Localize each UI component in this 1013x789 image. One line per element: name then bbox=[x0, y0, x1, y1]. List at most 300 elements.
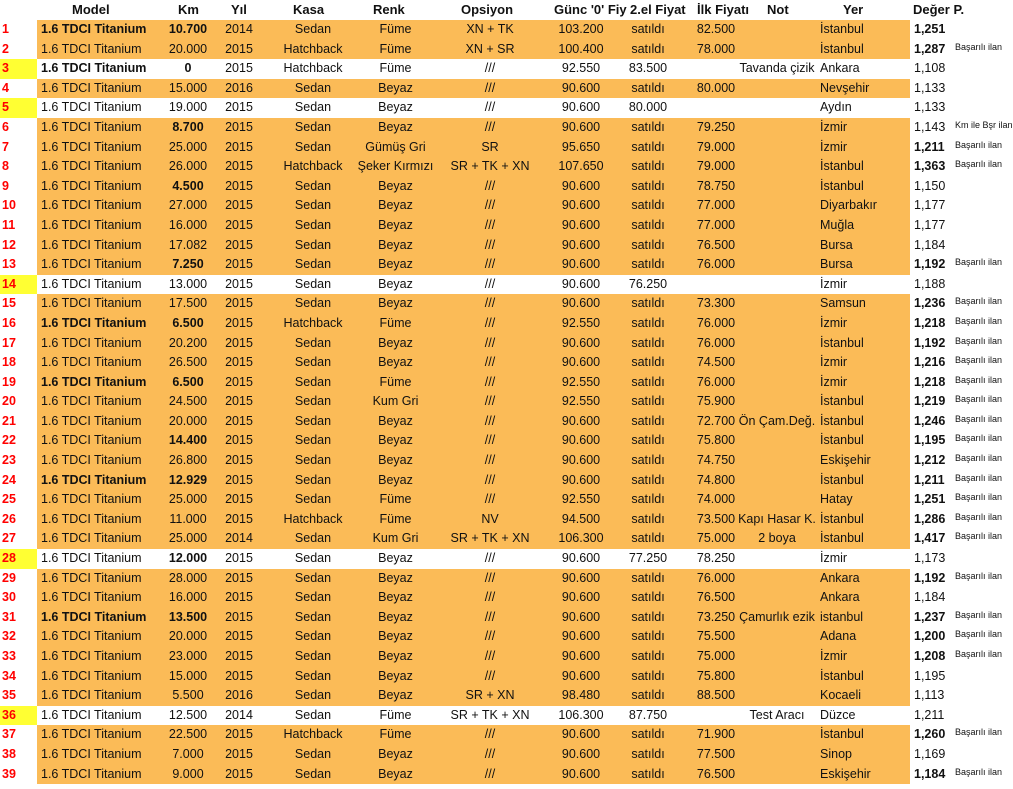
cell-used-price: satıldı bbox=[631, 570, 665, 585]
cell-year: 2015 bbox=[225, 511, 253, 526]
cell-first-price: 76.000 bbox=[696, 257, 736, 272]
row-number: 36 bbox=[2, 707, 16, 722]
cell-location: Eskişehir bbox=[820, 453, 871, 468]
cell-used-price: satıldı bbox=[631, 413, 665, 428]
cell-color: Beyaz bbox=[378, 119, 413, 134]
cell-first-price: 71.900 bbox=[696, 727, 736, 742]
cell-new-price: 90.600 bbox=[561, 413, 601, 428]
row-number: 8 bbox=[2, 159, 9, 174]
cell-used-price: satıldı bbox=[631, 668, 665, 683]
cell-new-price: 106.300 bbox=[558, 707, 604, 722]
header-note: Not bbox=[767, 2, 789, 17]
cell-new-price: 107.650 bbox=[558, 159, 604, 174]
cell-used-price: 76.250 bbox=[628, 276, 668, 291]
table-row bbox=[0, 745, 1004, 765]
cell-year: 2015 bbox=[225, 374, 253, 389]
cell-value: 1,218 bbox=[914, 374, 946, 389]
cell-options: /// bbox=[484, 315, 496, 330]
cell-model: 1.6 TDCI Titanium bbox=[41, 237, 142, 252]
row-number: 32 bbox=[2, 629, 16, 644]
cell-year: 2016 bbox=[225, 688, 253, 703]
row-number: 16 bbox=[2, 315, 16, 330]
cell-model: 1.6 TDCI Titanium bbox=[41, 570, 142, 585]
row-number: 4 bbox=[2, 80, 9, 95]
table-row bbox=[0, 725, 1004, 745]
cell-location: İstanbul bbox=[820, 531, 864, 546]
cell-km: 17.500 bbox=[168, 296, 208, 311]
cell-body: Hatchback bbox=[283, 159, 343, 174]
cell-body: Sedan bbox=[294, 80, 332, 95]
cell-year: 2015 bbox=[225, 551, 253, 566]
cell-used-price: satıldı bbox=[631, 237, 665, 252]
cell-value: 1,260 bbox=[914, 727, 946, 742]
cell-location: Adana bbox=[820, 629, 857, 644]
cell-km: 7.250 bbox=[172, 257, 204, 272]
cell-year: 2015 bbox=[225, 178, 253, 193]
cell-year: 2015 bbox=[225, 472, 253, 487]
row-number: 9 bbox=[2, 178, 9, 193]
cell-body: Hatchback bbox=[283, 511, 343, 526]
header-used-price: 2.el Fiyat bbox=[630, 2, 686, 17]
cell-model: 1.6 TDCI Titanium bbox=[41, 198, 142, 213]
cell-options: XN + TK bbox=[466, 22, 514, 36]
cell-used-price: satıldı bbox=[631, 355, 665, 370]
cell-options: SR + TK + XN bbox=[450, 707, 530, 722]
cell-km: 14.400 bbox=[168, 433, 208, 448]
cell-new-price: 92.550 bbox=[561, 492, 601, 507]
cell-first-price: 77.500 bbox=[696, 746, 736, 761]
cell-first-price: 79.250 bbox=[696, 119, 736, 134]
cell-tag: Başarılı ilan bbox=[955, 492, 1003, 503]
row-number: 11 bbox=[2, 217, 16, 232]
cell-color: Beyaz bbox=[378, 355, 413, 370]
row-number: 17 bbox=[2, 335, 16, 350]
cell-model: 1.6 TDCI Titanium bbox=[41, 629, 142, 644]
cell-used-price: satıldı bbox=[631, 217, 665, 232]
cell-km: 9.000 bbox=[172, 766, 204, 781]
cell-location: İzmir bbox=[820, 551, 848, 566]
cell-model: 1.6 TDCI Titanium bbox=[41, 472, 147, 487]
table-row bbox=[0, 431, 1004, 451]
cell-new-price: 106.300 bbox=[558, 531, 604, 546]
table-row bbox=[0, 314, 1004, 334]
cell-options: /// bbox=[484, 727, 496, 742]
cell-note: Tavanda çizik bbox=[739, 61, 815, 76]
row-number: 2 bbox=[2, 41, 9, 56]
cell-used-price: satıldı bbox=[631, 511, 665, 526]
cell-color: Füme bbox=[379, 727, 412, 742]
cell-body: Sedan bbox=[294, 217, 332, 232]
cell-year: 2015 bbox=[225, 629, 253, 644]
cell-used-price: satıldı bbox=[631, 178, 665, 193]
cell-year: 2015 bbox=[225, 492, 253, 507]
cell-body: Sedan bbox=[294, 531, 332, 546]
cell-new-price: 95.650 bbox=[561, 139, 601, 154]
cell-location: Samsun bbox=[820, 296, 866, 311]
cell-options: /// bbox=[484, 355, 496, 370]
cell-color: Beyaz bbox=[378, 766, 413, 781]
cell-new-price: 90.600 bbox=[561, 609, 601, 624]
cell-color: Beyaz bbox=[378, 629, 413, 644]
cell-value: 1,246 bbox=[914, 413, 946, 428]
cell-year: 2015 bbox=[225, 649, 253, 663]
cell-model: 1.6 TDCI Titanium bbox=[41, 61, 147, 76]
cell-value: 1,211 bbox=[914, 472, 945, 487]
cell-color: Beyaz bbox=[378, 746, 413, 761]
table-row bbox=[0, 392, 1004, 412]
cell-year: 2015 bbox=[225, 668, 253, 683]
cell-km: 16.000 bbox=[168, 590, 208, 605]
cell-used-price: 83.500 bbox=[628, 61, 668, 76]
cell-options: /// bbox=[484, 668, 496, 683]
cell-used-price: satıldı bbox=[631, 394, 665, 409]
table-body bbox=[0, 20, 1013, 784]
cell-km: 27.000 bbox=[168, 198, 208, 213]
cell-tag: Başarılı ilan bbox=[955, 257, 1003, 268]
cell-used-price: satıldı bbox=[631, 335, 665, 350]
cell-options: /// bbox=[484, 198, 496, 213]
cell-first-price: 75.800 bbox=[696, 433, 736, 448]
cell-options: SR + XN bbox=[465, 688, 515, 703]
cell-first-price: 75.500 bbox=[696, 629, 736, 644]
cell-year: 2015 bbox=[225, 394, 253, 409]
cell-km: 6.500 bbox=[172, 315, 204, 330]
row-number: 29 bbox=[2, 570, 16, 585]
cell-color: Beyaz bbox=[378, 609, 413, 624]
cell-used-price: satıldı bbox=[631, 296, 665, 311]
cell-tag: Başarılı ilan bbox=[955, 570, 1003, 581]
cell-color: Beyaz bbox=[378, 296, 413, 311]
cell-note: Test Aracı bbox=[749, 707, 805, 722]
row-number: 26 bbox=[2, 511, 16, 526]
cell-options: /// bbox=[484, 100, 496, 115]
cell-location: İstanbul bbox=[820, 727, 864, 742]
cell-year: 2014 bbox=[225, 707, 253, 722]
header-location: Yer bbox=[843, 2, 864, 17]
cell-used-price: satıldı bbox=[631, 41, 665, 56]
header-color: Renk bbox=[373, 2, 405, 17]
cell-model: 1.6 TDCI Titanium bbox=[41, 688, 142, 703]
row-number: 6 bbox=[2, 119, 9, 134]
cell-tag: Başarılı ilan bbox=[955, 649, 1003, 659]
cell-used-price: 77.250 bbox=[628, 551, 668, 566]
cell-value: 1,150 bbox=[914, 178, 946, 193]
cell-value: 1,143 bbox=[914, 119, 946, 134]
cell-km: 20.000 bbox=[168, 629, 208, 644]
cell-tag: Başarılı ilan bbox=[955, 433, 1003, 444]
cell-km: 26.800 bbox=[168, 453, 208, 468]
row-number: 20 bbox=[2, 394, 16, 409]
table-row bbox=[0, 79, 1004, 99]
cell-location: İzmir bbox=[820, 315, 848, 330]
cell-value: 1,177 bbox=[914, 198, 946, 213]
cell-model: 1.6 TDCI Titanium bbox=[41, 257, 142, 272]
row-number: 34 bbox=[2, 668, 16, 683]
cell-tag: Başarılı ilan bbox=[955, 159, 1003, 170]
cell-color: Şeker Kırmızı bbox=[357, 159, 434, 174]
cell-km: 6.500 bbox=[172, 374, 204, 389]
row-number: 21 bbox=[2, 413, 16, 428]
cell-value: 1,200 bbox=[914, 629, 946, 644]
cell-model: 1.6 TDCI Titanium bbox=[41, 178, 142, 193]
cell-first-price: 74.000 bbox=[696, 492, 736, 507]
cell-new-price: 90.600 bbox=[561, 649, 601, 663]
cell-km: 20.000 bbox=[168, 413, 208, 428]
row-number: 1 bbox=[2, 22, 9, 36]
cell-location: Diyarbakır bbox=[820, 198, 877, 213]
cell-color: Gümüş Gri bbox=[365, 139, 426, 154]
cell-model: 1.6 TDCI Titanium bbox=[41, 22, 147, 36]
table-row bbox=[0, 59, 1004, 79]
cell-model: 1.6 TDCI Titanium bbox=[41, 609, 147, 624]
cell-options: /// bbox=[484, 746, 496, 761]
cell-body: Sedan bbox=[294, 472, 332, 487]
table-row bbox=[0, 608, 1004, 628]
cell-year: 2015 bbox=[225, 590, 253, 605]
table-row bbox=[0, 20, 1004, 40]
cell-used-price: satıldı bbox=[631, 22, 665, 36]
cell-model: 1.6 TDCI Titanium bbox=[41, 707, 142, 722]
cell-model: 1.6 TDCI Titanium bbox=[41, 590, 142, 605]
cell-first-price: 76.000 bbox=[696, 335, 736, 350]
cell-km: 12.929 bbox=[168, 472, 208, 487]
header-km: Km bbox=[178, 2, 199, 17]
cell-first-price: 75.800 bbox=[696, 668, 736, 683]
table-row bbox=[0, 627, 1004, 647]
cell-new-price: 90.600 bbox=[561, 570, 601, 585]
cell-value: 1,169 bbox=[914, 746, 946, 761]
cell-tag: Başarılı ilan bbox=[955, 609, 1003, 620]
header-model: Model bbox=[72, 2, 110, 17]
row-number: 31 bbox=[2, 609, 16, 624]
table-row bbox=[0, 216, 1004, 236]
cell-year: 2015 bbox=[225, 119, 253, 134]
cell-model: 1.6 TDCI Titanium bbox=[41, 374, 147, 389]
cell-first-price: 79.000 bbox=[696, 159, 736, 174]
header-value: Değer P. bbox=[913, 2, 965, 17]
row-number: 12 bbox=[2, 237, 16, 252]
cell-model: 1.6 TDCI Titanium bbox=[41, 335, 142, 350]
cell-value: 1,363 bbox=[914, 159, 946, 174]
cell-location: Hatay bbox=[820, 492, 853, 507]
cell-model: 1.6 TDCI Titanium bbox=[41, 100, 142, 115]
table-row bbox=[0, 353, 1004, 373]
cell-used-price: satıldı bbox=[631, 590, 665, 605]
table-row bbox=[0, 294, 1004, 314]
cell-note: Çamurlık ezik bbox=[739, 609, 815, 624]
cell-model: 1.6 TDCI Titanium bbox=[41, 80, 142, 95]
cell-options: /// bbox=[484, 61, 496, 76]
cell-new-price: 90.600 bbox=[561, 727, 601, 742]
cell-options: /// bbox=[484, 649, 496, 663]
cell-value: 1,173 bbox=[914, 551, 946, 566]
cell-options: /// bbox=[484, 413, 496, 428]
cell-first-price: 76.000 bbox=[696, 374, 736, 389]
cell-tag: Başarılı ilan bbox=[955, 355, 1003, 366]
cell-options: /// bbox=[484, 590, 496, 605]
cell-used-price: satıldı bbox=[631, 159, 665, 174]
cell-km: 25.000 bbox=[168, 531, 208, 546]
cell-value: 1,211 bbox=[914, 707, 945, 722]
cell-used-price: 87.750 bbox=[628, 707, 668, 722]
cell-value: 1,216 bbox=[914, 355, 946, 370]
cell-location: Ankara bbox=[820, 570, 860, 585]
cell-new-price: 94.500 bbox=[561, 511, 601, 526]
cell-first-price: 79.000 bbox=[696, 139, 736, 154]
table-row bbox=[0, 529, 1004, 549]
cell-value: 1,192 bbox=[914, 335, 946, 350]
cell-location: İstanbul bbox=[820, 22, 864, 36]
cell-color: Beyaz bbox=[378, 413, 413, 428]
cell-color: Füme bbox=[379, 41, 412, 56]
row-number: 13 bbox=[2, 257, 16, 272]
cell-value: 1,195 bbox=[914, 668, 946, 683]
cell-model: 1.6 TDCI Titanium bbox=[41, 355, 142, 370]
cell-used-price: satıldı bbox=[631, 746, 665, 761]
cell-first-price: 77.000 bbox=[696, 198, 736, 213]
table-row bbox=[0, 412, 1004, 432]
cell-model: 1.6 TDCI Titanium bbox=[41, 276, 142, 291]
cell-first-price: 75.900 bbox=[696, 394, 736, 409]
cell-location: İzmir bbox=[820, 276, 848, 291]
cell-location: Bursa bbox=[820, 237, 853, 252]
row-number: 28 bbox=[2, 551, 16, 566]
cell-km: 12.500 bbox=[168, 707, 208, 722]
cell-color: Beyaz bbox=[378, 472, 413, 487]
cell-value: 1,287 bbox=[914, 41, 946, 56]
cell-color: Beyaz bbox=[378, 649, 413, 663]
cell-new-price: 92.550 bbox=[561, 374, 601, 389]
row-number: 25 bbox=[2, 492, 16, 507]
cell-model: 1.6 TDCI Titanium bbox=[41, 649, 142, 663]
table-row bbox=[0, 706, 1004, 726]
cell-first-price: 73.500 bbox=[696, 511, 736, 526]
cell-first-price: 75.000 bbox=[696, 649, 736, 663]
table-row bbox=[0, 40, 1004, 60]
table-row bbox=[0, 647, 1004, 667]
cell-first-price: 75.000 bbox=[696, 531, 736, 546]
cell-options: /// bbox=[484, 433, 496, 448]
cell-location: Nevşehir bbox=[820, 80, 870, 95]
cell-value: 1,219 bbox=[914, 394, 946, 409]
cell-color: Füme bbox=[379, 492, 412, 507]
cell-first-price: 76.000 bbox=[696, 570, 736, 585]
cell-options: /// bbox=[484, 296, 496, 311]
cell-color: Füme bbox=[379, 315, 412, 330]
cell-model: 1.6 TDCI Titanium bbox=[41, 746, 142, 761]
cell-value: 1,286 bbox=[914, 511, 946, 526]
cell-location: İstanbul bbox=[820, 41, 864, 56]
row-number: 37 bbox=[2, 727, 16, 742]
table-row bbox=[0, 569, 1004, 589]
cell-km: 5.500 bbox=[172, 688, 204, 703]
table-row bbox=[0, 510, 1004, 530]
cell-km: 17.082 bbox=[168, 237, 208, 252]
cell-year: 2015 bbox=[225, 257, 253, 272]
cell-used-price: satıldı bbox=[631, 139, 665, 154]
cell-used-price: satıldı bbox=[631, 688, 665, 703]
cell-options: SR + TK + XN bbox=[450, 531, 530, 546]
cell-body: Sedan bbox=[294, 237, 332, 252]
cell-location: İstanbul bbox=[820, 472, 864, 487]
cell-options: /// bbox=[484, 178, 496, 193]
cell-new-price: 90.600 bbox=[561, 80, 601, 95]
cell-value: 1,184 bbox=[914, 766, 946, 781]
row-number: 38 bbox=[2, 746, 16, 761]
cell-body: Sedan bbox=[294, 296, 332, 311]
cell-color: Beyaz bbox=[378, 198, 413, 213]
cell-body: Hatchback bbox=[283, 727, 343, 742]
table-row bbox=[0, 471, 1004, 491]
table-row bbox=[0, 196, 1004, 216]
cell-used-price: satıldı bbox=[631, 472, 665, 487]
cell-value: 1,237 bbox=[914, 609, 946, 624]
cell-model: 1.6 TDCI Titanium bbox=[41, 531, 142, 546]
cell-first-price: 72.700 bbox=[696, 413, 736, 428]
cell-body: Sedan bbox=[294, 374, 332, 389]
cell-tag: Başarılı ilan bbox=[955, 727, 1003, 738]
row-number: 27 bbox=[2, 531, 16, 546]
cell-options: /// bbox=[484, 472, 496, 487]
cell-value: 1,251 bbox=[914, 492, 946, 507]
cell-value: 1,192 bbox=[914, 570, 946, 585]
cell-body: Sedan bbox=[294, 766, 332, 781]
cell-year: 2015 bbox=[225, 198, 253, 213]
cell-options: /// bbox=[484, 394, 496, 409]
table-row bbox=[0, 549, 1004, 569]
cell-new-price: 90.600 bbox=[561, 296, 601, 311]
cell-body: Sedan bbox=[294, 629, 332, 644]
cell-km: 10.700 bbox=[168, 22, 208, 36]
cell-year: 2015 bbox=[225, 453, 253, 468]
cell-body: Sedan bbox=[294, 394, 332, 409]
table-row bbox=[0, 118, 1013, 138]
cell-options: XN + SR bbox=[465, 41, 515, 56]
table-row bbox=[0, 667, 1004, 687]
cell-year: 2015 bbox=[225, 433, 253, 448]
row-number: 3 bbox=[2, 61, 9, 76]
cell-km: 20.200 bbox=[168, 335, 208, 350]
cell-first-price: 78.750 bbox=[696, 178, 736, 193]
cell-color: Beyaz bbox=[378, 276, 413, 291]
cell-location: İzmir bbox=[820, 649, 848, 663]
cell-used-price: satıldı bbox=[631, 649, 665, 663]
cell-options: NV bbox=[481, 511, 499, 526]
cell-first-price: 74.800 bbox=[696, 472, 736, 487]
cell-tag: Başarılı ilan bbox=[955, 629, 1003, 640]
cell-options: SR + TK + XN bbox=[450, 159, 530, 174]
row-number: 19 bbox=[2, 374, 16, 389]
cell-color: Füme bbox=[379, 22, 412, 36]
cell-used-price: satıldı bbox=[631, 531, 665, 546]
cell-body: Sedan bbox=[294, 119, 332, 134]
row-number: 5 bbox=[2, 100, 9, 115]
cell-km: 4.500 bbox=[172, 178, 204, 193]
cell-km: 26.500 bbox=[168, 355, 208, 370]
cell-color: Beyaz bbox=[378, 433, 413, 448]
cell-color: Füme bbox=[379, 707, 412, 722]
cell-first-price: 76.500 bbox=[696, 590, 736, 605]
cell-used-price: satıldı bbox=[631, 766, 665, 781]
cell-first-price: 88.500 bbox=[696, 688, 736, 703]
cell-color: Beyaz bbox=[378, 453, 413, 468]
cell-used-price: satıldı bbox=[631, 80, 665, 95]
cell-year: 2015 bbox=[225, 746, 253, 761]
table-row bbox=[0, 490, 1004, 510]
cell-location: Aydın bbox=[820, 100, 852, 115]
row-number: 7 bbox=[2, 139, 9, 154]
cell-body: Sedan bbox=[294, 139, 332, 154]
